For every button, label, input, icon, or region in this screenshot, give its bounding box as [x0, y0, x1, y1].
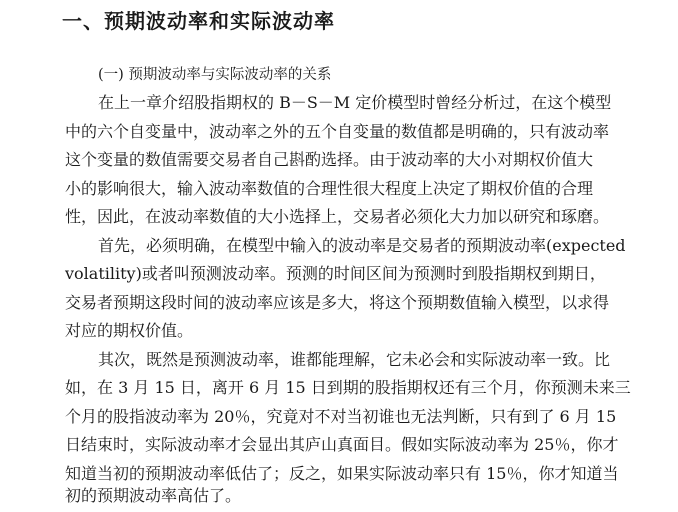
- text-line: 交易者预期这段时间的波动率应该是多大，将这个预期数值输入模型，以求得: [65, 293, 610, 312]
- text-line: 其次，既然是预测波动率，谁都能理解，它未必会和实际波动率一致。比: [98, 350, 611, 369]
- text-line: 如，在 3 月 15 日，离开 6 月 15 日到期的股指期权还有三个月，你预测未来三: [65, 378, 631, 397]
- subsection-heading: (一) 预期波动率与实际波动率的关系: [98, 67, 332, 83]
- text-line: 首先，必须明确，在模型中输入的波动率是交易者的预期波动率(expected: [98, 236, 626, 255]
- text-line: 这个变量的数值需要交易者自己斟酌选择。由于波动率的大小对期权价值大: [65, 150, 594, 169]
- text-line: 中的六个自变量中，波动率之外的五个自变量的数值都是明确的，只有波动率: [65, 122, 610, 141]
- text-line: volatility)或者叫预测波动率。预测的时间区间为预测时到股指期权到期日，: [65, 264, 606, 283]
- section-heading: 一、预期波动率和实际波动率: [62, 9, 335, 33]
- text-line: 对应的期权价值。: [65, 321, 194, 340]
- text-line: 小的影响很大，输入波动率数值的合理性很大程度上决定了期权价值的合理: [65, 179, 594, 198]
- text-line: 性，因此，在波动率数值的大小选择上，交易者必须化大力加以研究和琢磨。: [65, 207, 610, 226]
- text-line: 初的预期波动率高估了。: [65, 486, 242, 505]
- text-line: 日结束时，实际波动率才会显出其庐山真面目。假如实际波动率为 25％，你才: [65, 435, 619, 454]
- text-line: 知道当初的预期波动率低估了；反之，如果实际波动率只有 15％，你才知道当: [65, 464, 619, 483]
- text-line: 在上一章介绍股指期权的 B－S－M 定价模型时曾经分析过，在这个模型: [98, 93, 612, 112]
- text-line: 个月的股指波动率为 20％，究竟对不对当初谁也无法判断，只有到了 6 月 15: [65, 407, 617, 426]
